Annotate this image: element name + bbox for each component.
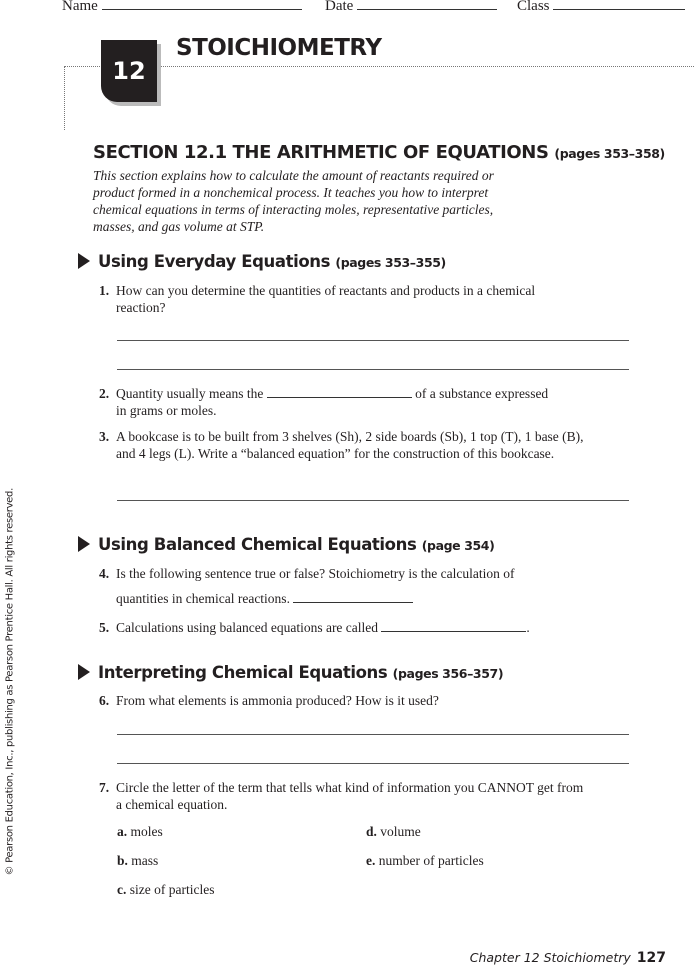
question-2: 2. Quantity usually means the of a substance expressed in grams or moles.	[99, 386, 549, 418]
page-footer: Chapter 12 Stoichiometry 127	[469, 950, 666, 966]
date-label: Date	[325, 0, 354, 14]
answer-line[interactable]	[117, 340, 629, 341]
answer-line[interactable]	[117, 734, 629, 735]
section-intro: This section explains how to calculate the amount of reactants required or product formed in a nonchemical process. It teaches you how to interpret chemical equations in terms of interacting moles, representative particles, masses, and gas volume at STP.	[93, 168, 494, 234]
date-field[interactable]	[325, 0, 497, 15]
answer-line[interactable]	[117, 369, 629, 370]
divider	[64, 66, 65, 130]
chapter-title: STOICHIOMETRY	[176, 35, 382, 61]
copyright-notice: © Pearson Education, Inc., publishing as Pearson Prentice Hall. All rights reserved.	[4, 488, 16, 876]
option-e[interactable]: e. number of particles	[366, 853, 484, 868]
triangle-icon	[78, 664, 90, 680]
subsection-heading: Using Balanced Chemical Equations (page 354)	[78, 535, 494, 554]
option-a[interactable]: a. moles	[117, 824, 163, 839]
triangle-icon	[78, 253, 90, 269]
name-field[interactable]	[62, 0, 302, 15]
section-title: SECTION 12.1 THE ARITHMETIC OF EQUATIONS (pages 353–358)	[93, 142, 665, 163]
triangle-icon	[78, 536, 90, 552]
chapter-number-badge: 12	[101, 40, 157, 102]
option-d[interactable]: d. volume	[366, 824, 421, 839]
answer-line[interactable]	[117, 500, 629, 501]
option-c[interactable]: c. size of particles	[117, 882, 215, 897]
answer-blank[interactable]	[293, 602, 413, 603]
question-5: 5. Calculations using balanced equations are called .	[99, 620, 530, 635]
divider	[64, 66, 694, 67]
class-field[interactable]	[517, 0, 685, 15]
question-4: 4. Is the following sentence true or false? Stoichiometry is the calculation of quantities in chemical reactions.	[99, 566, 515, 606]
answer-blank[interactable]	[267, 397, 412, 398]
name-label: Name	[62, 0, 98, 14]
question-7: 7. Circle the letter of the term that tells what kind of information you CANNOT get from a chemical equation.	[99, 780, 584, 812]
question-3: 3. A bookcase is to be built from 3 shelves (Sh), 2 side boards (Sb), 1 top (T), 1 base (B), and 4 legs (L). Write a “balanced equation” for the construction of this bookcase.	[99, 429, 584, 461]
option-b[interactable]: b. mass	[117, 853, 159, 868]
question-6: 6. From what elements is ammonia produced? How is it used?	[99, 693, 439, 708]
subsection-heading: Using Everyday Equations (pages 353–355)	[78, 252, 446, 271]
answer-line[interactable]	[117, 763, 629, 764]
question-1: 1. How can you determine the quantities of reactants and products in a chemical reaction?	[99, 283, 536, 315]
answer-blank[interactable]	[381, 631, 526, 632]
class-label: Class	[517, 0, 550, 14]
subsection-heading: Interpreting Chemical Equations (pages 356–357)	[78, 663, 503, 682]
